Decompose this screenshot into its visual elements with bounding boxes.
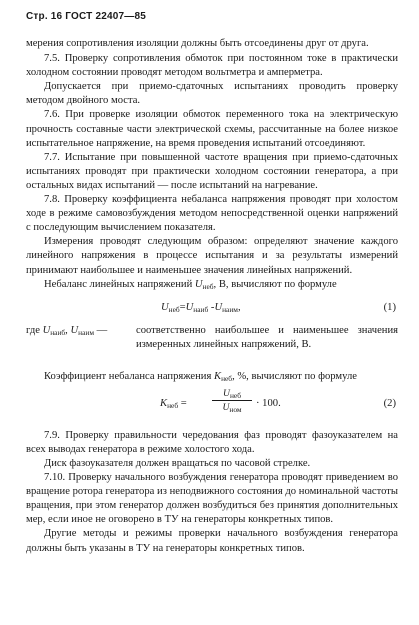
paragraph-7-7: 7.7. Испытание при повышенной частоте вращения при приемо-сдаточных испытаниях проводят при практически холодном состоянии генератора, а при остальных видах испытаний — после испытаний на нагревание. [26, 151, 398, 191]
paragraph-7-6: 7.6. При проверке изоляции обмоток переменного тока на электрическую прочность составные части электрической схемы, рассчитанные на более низкое испытательное напряжение, на время проведения испытаний отсоединяют. [26, 109, 398, 149]
formula-1-number: (1) [383, 301, 396, 313]
fraction-numerator: $U_{неб}$ [212, 387, 252, 401]
paragraph-7-10: 7.10. Проверку начального возбуждения генератора проводят приведением во вращение ротора генератора из неподвижного состояния до номинальной частоты вращения, при этом генератор должен возбудиться без принятия дополнительных мер, если иное не оговорено в ТУ на генераторы конкретных типов. [26, 472, 398, 526]
legend-description: соответственно наибольшее и наименьшее значения измеренных линейных напряжений, В. [136, 324, 398, 350]
formula-1 [26, 296, 398, 322]
formula-2-number: (2) [383, 397, 396, 409]
paragraph-7-8: 7.8. Проверку коэффициента небаланса напряжения проводят при холостом ходе в режиме самовозбуждения методом непосредственной оценки напряжений с последующим вычислением показателя. [26, 194, 398, 234]
legend-symbols: где $U_{наиб}$, $U_{наим}$ — [26, 324, 108, 337]
paragraph-7-8-measurement: Измерения проводят следующим образом: определяют значение каждого линейного напряжения в процессе испытания и за результаты измерений принимают наибольшее и наименьшее значения линейных напряжений. [26, 236, 398, 276]
formula-2-multiplier: · 100. [256, 397, 281, 409]
paragraph-7-8-coefficient: Коэффициент небаланса напряжения $K_{неб}$, %, вычисляют по формуле [44, 370, 357, 383]
paragraph-7-5: 7.5. Проверку сопротивления обмоток при постоянном токе в практически холодном состоянии проводят методом вольтметра и амперметра. [26, 53, 398, 79]
paragraph-7-8-imbalance: Небаланс линейных напряжений $U_{неб}$, В, вычисляют по формуле [44, 278, 337, 291]
formula-1-legend [26, 324, 398, 368]
formula-2 [26, 387, 398, 423]
fraction-denominator: $U_{ном}$ [222, 401, 242, 414]
paragraph-7-5-note: Допускается при приемо-сдаточных испытаниях проводить проверку методом двойного моста. [26, 81, 398, 107]
formula-2-fraction [212, 387, 252, 414]
formula-2-lhs: $K_{неб}$ = [160, 397, 187, 410]
formula-1-expression: $U_{неб}=U_{наиб}$ $-U_{наим}$, [161, 301, 241, 314]
page-header: Стр. 16 ГОСТ 22407—85 [26, 11, 146, 22]
paragraph-7-9-disk: Диск фазоуказателя должен вращаться по часовой стрелке. [44, 457, 311, 469]
paragraph-7-10-other: Другие методы и режимы проверки начального возбуждения генератора должны быть указаны в ТУ на генераторы конкретных типов. [26, 528, 398, 554]
paragraph-7-9: 7.9. Проверку правильности чередования фаз проводят фазоуказателем на всех выводах генератора в режиме холостого хода. [26, 429, 398, 455]
paragraph-continuation: мерения сопротивления изоляции должны быть отсоединены друг от друга. [26, 38, 369, 49]
document-body [26, 37, 398, 556]
